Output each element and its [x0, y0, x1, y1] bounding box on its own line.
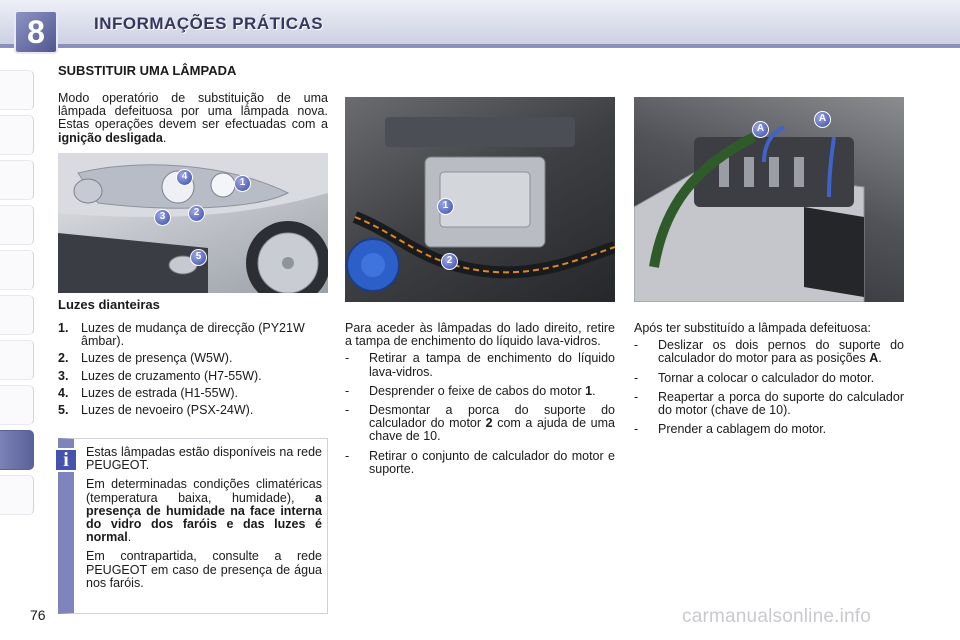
front-lights-list	[58, 322, 330, 421]
chapter-tab-active[interactable]	[0, 430, 34, 470]
section-title: SUBSTITUIR UMA LÂMPADA	[58, 63, 237, 78]
intro-end: .	[162, 130, 167, 145]
header-stripe	[0, 44, 960, 48]
page-number: 76	[30, 607, 46, 623]
dash: -	[634, 389, 639, 404]
engine-photo-1	[345, 97, 615, 302]
list-item	[58, 352, 330, 365]
callout-4: 4	[176, 169, 193, 186]
chapter-tab[interactable]	[0, 295, 34, 335]
info-paragraph: Em contrapartida, consulte a rede PEUGEOT em caso de presença de água nos faróis.	[86, 549, 322, 590]
chapter-number-badge: 8	[14, 10, 58, 54]
chapter-tab[interactable]	[0, 250, 34, 290]
dash: -	[345, 383, 350, 398]
dash: -	[345, 448, 350, 463]
step-text: Reapertar a porca do suporte do calculador do motor (chave de 10).	[658, 389, 904, 418]
info-text-part: Em determinadas condições climatéricas (temperatura baixa, humidade),	[86, 477, 322, 505]
callout-a: A	[752, 121, 769, 138]
list-item	[345, 404, 615, 444]
step-text: Tornar a colocar o calculador do motor.	[658, 370, 875, 385]
callout-5: 5	[190, 249, 207, 266]
list-number: 1.	[58, 321, 69, 335]
chapter-tab[interactable]	[0, 70, 34, 110]
engine-bay-illustration	[634, 97, 904, 302]
front-lights-title: Luzes dianteiras	[58, 297, 160, 312]
intro-text: Modo operatório de substituição de uma lâmpada defeituosa por uma lâmpada nova. Estas operações devem ser efectuadas com a	[58, 91, 328, 132]
info-text	[86, 446, 322, 596]
list-item	[58, 404, 330, 417]
step-text: Deslizar os dois pernos do suporte do calculador do motor para as posições	[658, 338, 904, 366]
list-item	[58, 370, 330, 383]
list-item	[345, 385, 615, 398]
chapter-tab[interactable]	[0, 340, 34, 380]
dash: -	[345, 351, 350, 366]
callout-3: 3	[154, 209, 171, 226]
engine-bay-illustration	[345, 97, 615, 302]
access-steps	[345, 322, 615, 482]
headlamp-illustration	[58, 153, 328, 293]
chapter-tab[interactable]	[0, 115, 34, 155]
access-step-list	[345, 352, 615, 476]
chapter-tab[interactable]	[0, 160, 34, 200]
list-item	[58, 322, 330, 348]
chapter-title: INFORMAÇÕES PRÁTICAS	[94, 14, 324, 33]
chapter-tabs	[0, 70, 34, 520]
headlamp-photo	[58, 153, 328, 293]
list-text: Luzes de presença (W5W).	[81, 351, 233, 366]
watermark[interactable]: carmanualsonline.info	[682, 606, 872, 627]
list-number: 4.	[58, 385, 69, 400]
list-number: 3.	[58, 368, 69, 383]
step-text: Retirar a tampa de enchimento do líquido lava-vidros.	[369, 351, 615, 379]
callout-1: 1	[234, 175, 251, 192]
list-item	[634, 391, 904, 417]
list-text: Luzes de cruzamento (H7-55W).	[81, 368, 262, 383]
list-number: 5.	[58, 403, 69, 418]
callout-2: 2	[188, 205, 205, 222]
info-text-part: .	[127, 530, 132, 545]
info-icon: i	[54, 448, 78, 472]
info-paragraph	[86, 478, 322, 544]
step-bold: 2	[485, 416, 493, 431]
info-paragraph: Estas lâmpadas estão disponíveis na rede PEUGEOT.	[86, 445, 322, 473]
step-text: Prender a cablagem do motor.	[658, 422, 827, 437]
list-item	[634, 339, 904, 365]
step-text: Desprender o feixe de cabos do motor	[369, 383, 586, 398]
list-text: Luzes de mudança de direcção (PY21W âmbar).	[81, 321, 305, 349]
info-text-bold: a presença de humidade na face interna do vidro dos faróis e das luzes é normal	[86, 490, 322, 545]
step-text: .	[592, 383, 596, 398]
callout-1: 1	[437, 198, 454, 215]
step-text: Desmontar a porca do suporte do calculador do motor	[369, 403, 615, 431]
list-text: Luzes de nevoeiro (PSX-24W).	[81, 403, 254, 418]
dash: -	[634, 370, 639, 385]
dash: -	[634, 422, 639, 437]
step-text: Retirar o conjunto de calculador do motor e suporte.	[369, 448, 615, 476]
chapter-tab[interactable]	[0, 385, 34, 425]
after-lead: Após ter substituído a lâmpada defeituosa:	[634, 321, 871, 335]
after-steps	[634, 322, 904, 442]
list-item	[345, 352, 615, 378]
callout-2: 2	[441, 253, 458, 270]
list-item	[58, 387, 330, 400]
after-step-list	[634, 339, 904, 436]
step-bold: A	[869, 351, 879, 366]
intro-bold: ignição desligada	[58, 130, 163, 145]
callout-a: A	[814, 111, 831, 128]
chapter-tab[interactable]	[0, 205, 34, 245]
list-number: 2.	[58, 351, 69, 366]
dash: -	[634, 338, 639, 353]
list-item	[634, 372, 904, 385]
chapter-tab[interactable]	[0, 475, 34, 515]
list-item	[634, 423, 904, 436]
step-bold: 1	[585, 383, 593, 398]
dash: -	[345, 403, 350, 418]
list-text: Luzes de estrada (H1-55W).	[81, 385, 239, 400]
step-text: com a ajuda de uma chave de 10.	[369, 416, 615, 444]
intro-paragraph	[58, 92, 328, 145]
engine-photo-2	[634, 97, 904, 302]
step-text: .	[878, 351, 882, 366]
list-item	[345, 450, 615, 476]
access-lead: Para aceder às lâmpadas do lado direito, retire a tampa de enchimento do líquido lava-vidros.	[345, 321, 615, 349]
